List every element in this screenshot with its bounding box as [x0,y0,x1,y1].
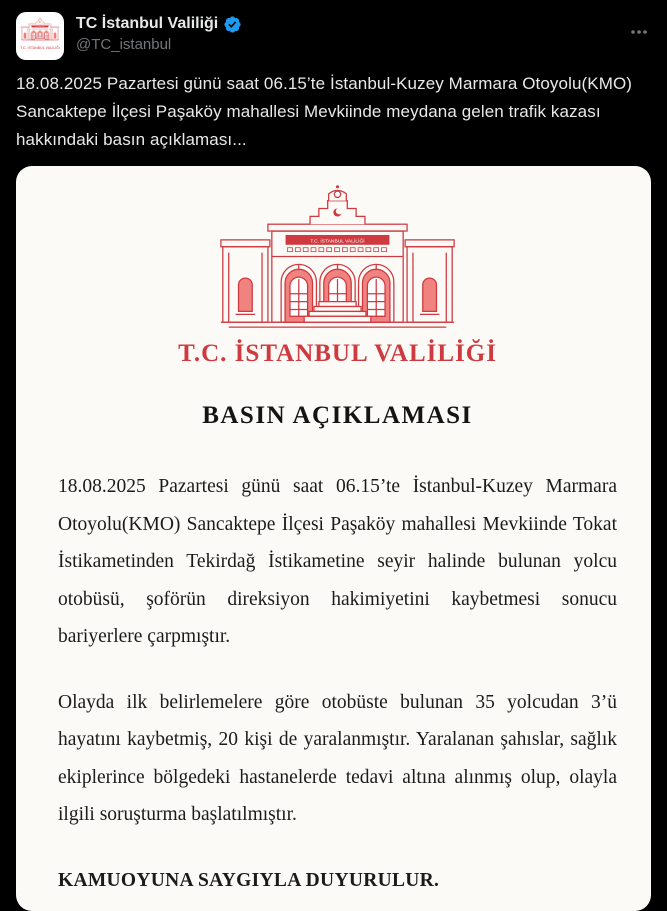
author-names [76,12,651,55]
tweet-header [16,12,651,60]
avatar-org-text: T.C. İSTANBUL VALİLİĞİ [20,46,60,50]
doc-closing: KAMUOYUNA SAYGIYLA DUYURULUR. [58,869,440,891]
display-name[interactable]: TC İstanbul Valiliği [76,15,219,32]
more-options-button[interactable] [627,20,651,49]
doc-body [58,468,617,899]
tweet-image[interactable] [16,166,651,911]
handle[interactable]: @TC_istanbul [76,36,172,53]
doc-title: BASIN AÇIKLAMASI [202,402,473,429]
more-options-icon [629,22,649,42]
doc-logo-wrap [58,184,617,338]
doc-paragraph: 18.08.2025 Pazartesi günü saat 06.15’te İstanbul-Kuzey Marmara Otoyolu(KMO) Sancaktepe İlçesi Paşaköy mahallesi Mevkiinde Tokat İstikametinden Tekirdağ İstikametine seyir halinde bulunan yolcu otobüsü, şoförün direksiyon hakimiyetini kaybetmesi sonucu bariyerlere çarpmıştır. [58,476,617,647]
verified-badge-icon [223,15,242,34]
doc-org-name: T.C. İSTANBUL VALİLİĞİ [178,340,497,367]
valilik-building-logo [18,16,62,56]
tweet-text: 18.08.2025 Pazartesi günü saat 06.15’te İstanbul-Kuzey Marmara Otoyolu(KMO) Sancaktepe İlçesi Paşaköy mahallesi Mevkiinde meydana gelen trafik kazası hakkındaki basın açıklaması... [16,74,633,149]
doc-paragraph: Olayda ilk belirlemelere göre otobüste bulunan 35 yolcudan 3’ü hayatını kaybetmiş, 20 kişi de yaralanmıştır. Yaralanan şahıslar, sağlık ekiplerince bölgedeki hastanelerde tedavi altına alınmış olup, olayla ilgili soruşturma başlatılmıştır. [58,691,617,825]
press-release-document [16,166,651,899]
valilik-building-logo [215,184,460,333]
avatar[interactable] [16,12,64,60]
